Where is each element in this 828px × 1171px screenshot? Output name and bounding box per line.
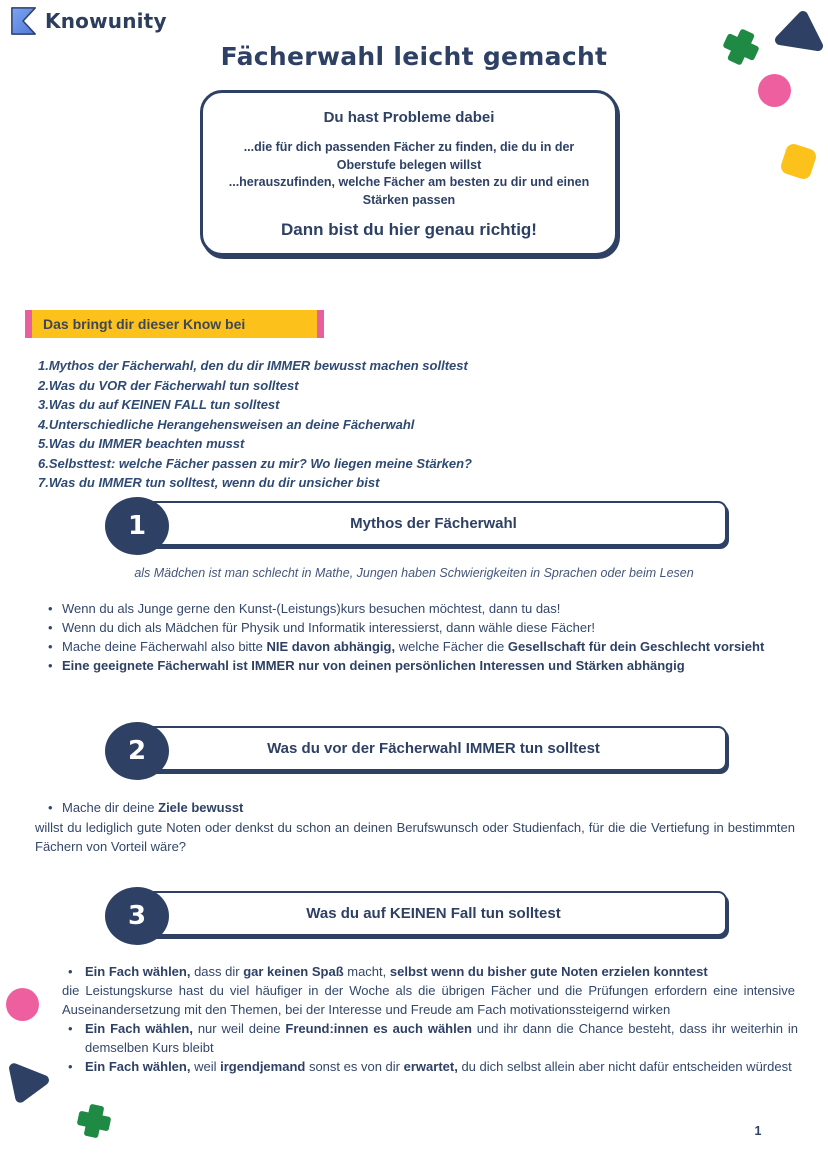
toc-item: 4.Unterschiedliche Herangehensweisen an deine Fächerwahl [38,416,415,432]
intro-heading: Du hast Probleme dabei [323,109,495,126]
section-1-content [0,599,828,675]
section-title: Was du vor der Fächerwahl IMMER tun solltest [267,740,600,757]
bullet-item: • Ein Fach wählen, dass dir gar keinen Spaß macht, selbst wenn du bisher gute Noten erzielen konntest [68,962,798,981]
section-2-content [0,798,828,856]
toc-heading-bar [25,310,324,338]
section-3-content [0,962,828,1076]
intro-line: ...die für dich passenden Fächer zu finden, die du in der Oberstufe belegen willst [243,140,575,172]
bullet-list [48,798,800,817]
bullet-list [68,1019,798,1076]
toc-list [38,356,792,493]
brand-name: Knowunity [45,9,167,33]
bullet-list [48,599,800,675]
plus-shape-icon [73,1100,116,1143]
toc-item: 7.Was du IMMER tun solltest, wenn du dir unsicher bist [38,475,380,490]
section-number: 1 [127,511,147,541]
page-number: 1 [754,1124,762,1138]
section-title: Was du auf KEINEN Fall tun solltest [306,905,561,922]
toc-item: 6.Selbsttest: welche Fächer passen zu mir? Wo liegen meine Stärken? [38,455,472,471]
toc-item: 5.Was du IMMER beachten musst [38,436,245,451]
bullet-list [68,962,798,981]
intro-lines [217,139,601,209]
square-shape-icon [779,142,818,181]
section-number: 2 [127,736,147,766]
intro-line: ...herauszufinden, welche Fächer am besten zu dir und einen Stärken passen [228,175,590,207]
bullet-item: • Wenn du als Junge gerne den Kunst-(Leistungs)kurs besuchen möchtest, dann tu das! [48,599,800,618]
section-2-header [105,722,727,780]
section-title-bar [140,726,727,771]
section-number-badge [105,722,169,780]
toc-heading: Das bringt dir dieser Know bei [43,316,246,332]
intro-closing: Dann bist du hier genau richtig! [281,220,537,239]
circle-shape-icon [758,74,791,107]
bullet-item: • Eine geeignete Fächerwahl ist IMMER nur von deinen persönlichen Interessen und Stärken abhängig [48,656,800,675]
section-title: Mythos der Fächerwahl [350,515,517,532]
bullet-item: • Ein Fach wählen, weil irgendjemand sonst es von dir erwartet, du dich selbst allein aber nicht dafür entscheiden würdest [68,1057,798,1076]
knowunity-logo [10,6,167,36]
section-3-header [105,887,727,945]
section-title-bar [140,891,727,936]
bullet-item: • Wenn du dich als Mädchen für Physik und Informatik interessierst, dann wähle diese Fächer! [48,618,800,637]
toc-item: 2.Was du VOR der Fächerwahl tun solltest [38,377,299,393]
page-title: Fächerwahl leicht gemacht [220,42,608,71]
section-1-subtitle: als Mädchen ist man schlecht in Mathe, Jungen haben Schwierigkeiten in Sprachen oder beim Lesen [134,566,694,580]
section-1-header [105,497,727,555]
section-number-badge [105,497,169,555]
knowunity-flag-icon [10,6,38,36]
section-3-paragraph: die Leistungskurse hast du viel häufiger in der Woche als die übrigen Fächer und die Prüfungen erfordern eine intensive Auseinandersetzung mit den Themen, bei der Interesse und Freude am Fach motivationssteigernd wirken [62,983,795,1017]
bullet-item: • Mache dir deine Ziele bewusst [48,798,800,817]
section-number-badge [105,887,169,945]
toc-item: 1.Mythos der Fächerwahl, den du dir IMMER bewusst machen solltest [38,358,468,373]
intro-problem-box [200,90,618,256]
section-number: 3 [127,901,147,931]
section-title-bar [140,501,727,546]
toc-item: 3.Was du auf KEINEN FALL tun solltest [38,397,280,412]
section-2-paragraph: willst du lediglich gute Noten oder denkst du schon an deinen Berufswunsch oder Studienfach, für die die Vertiefung in bestimmten Fächern von Vorteil wäre? [35,820,795,854]
bullet-item: • Ein Fach wählen, nur weil deine Freund:innen es auch wählen und ihr dann die Chance besteht, dass ihr weiterhin in demselben Kurs bleibt [68,1019,798,1057]
bullet-item: • Mache deine Fächerwahl also bitte NIE davon abhängig, welche Fächer die Gesellschaft für dein Geschlecht vorsieht [48,637,800,656]
